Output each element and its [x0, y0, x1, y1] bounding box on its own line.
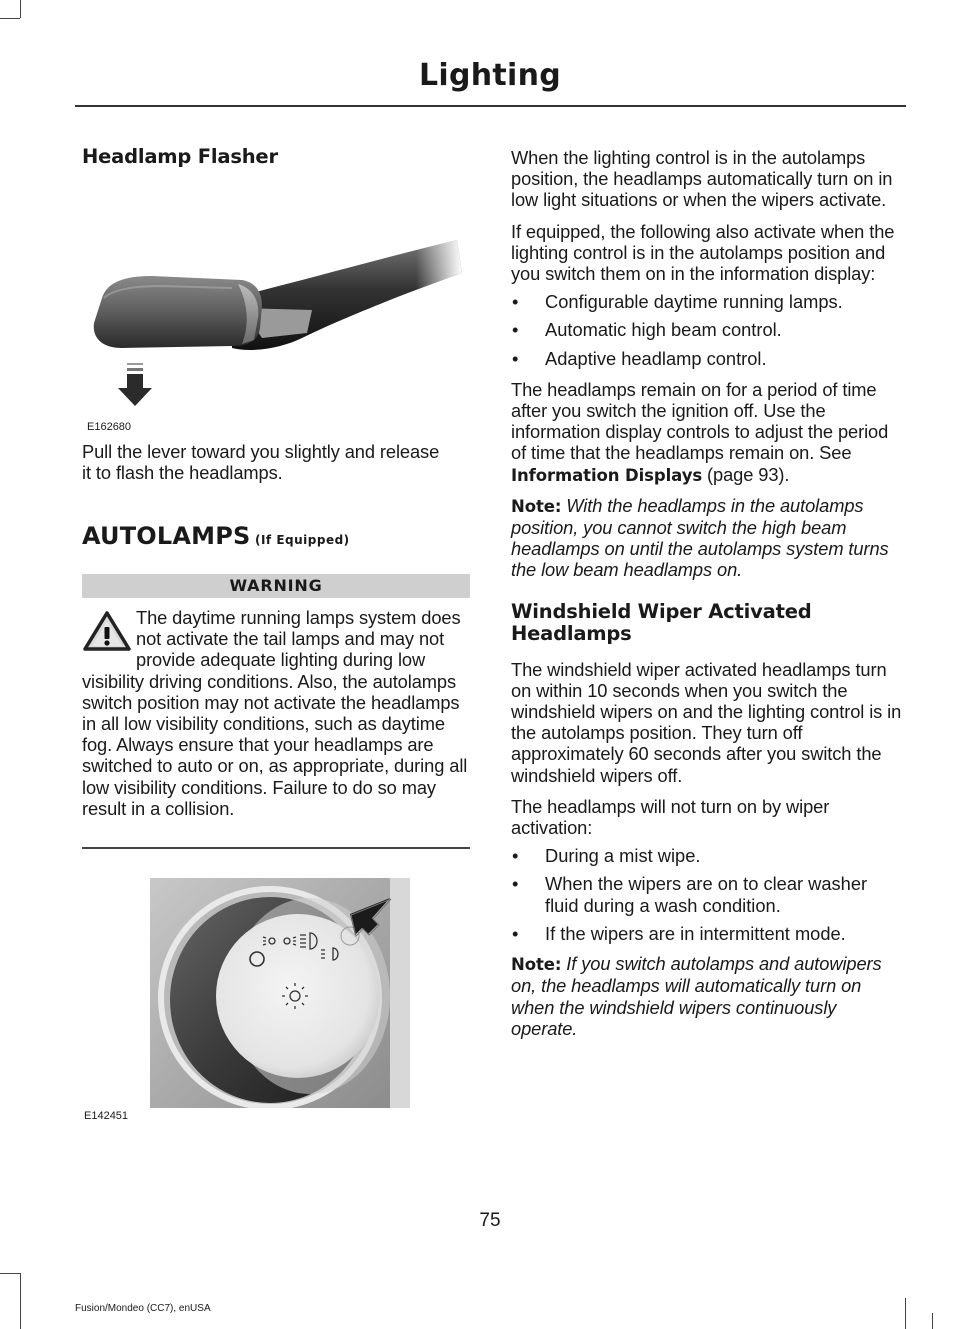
crop-mark [0, 1273, 20, 1274]
crop-mark [0, 18, 20, 19]
autolamps-paragraph-2: If equipped, the following also activate when the lighting control is in the autolamps position and you switch them on in the information display: [511, 220, 895, 285]
page-number: 75 [479, 1210, 501, 1231]
crop-mark [20, 1273, 21, 1329]
left-column [82, 146, 470, 168]
autolamps-paragraph-3: The headlamps remain on for a period of time after you switch the ignition off. Use the information display controls to adjust the period of time that the headlamps remain on. See Information Displays (page 93). [511, 378, 889, 485]
crop-mark [905, 1298, 906, 1329]
headlamp-flasher-lever-illustration [82, 228, 470, 418]
autolamps-paragraph-1: When the lighting control is in the autolamps position, the headlamps automatically turn on in low light situations or when the wipers activate. [511, 147, 893, 211]
figure-id-knob: E142451 [84, 1110, 129, 1122]
autolamps-heading-text: AUTOLAMPS [82, 522, 251, 550]
list-item: • Automatic high beam control. [512, 319, 782, 341]
list-item: • Configurable daytime running lamps. [512, 291, 843, 313]
warning-label-bar: WARNING [82, 574, 470, 598]
crop-mark [20, 0, 21, 18]
list-item: • If the wipers are in intermittent mode. [512, 922, 846, 944]
note-2: Note: If you switch autolamps and autowipers on, the headlamps will automatically turn on when the windshield wipers continuously operate. [511, 953, 882, 1039]
note-label: Note: [511, 496, 562, 516]
section-heading-wiper-activated: Windshield Wiper Activated Headlamps [511, 599, 812, 645]
wiper-paragraph-1: The windshield wiper activated headlamps turn on within 10 seconds when you switch the windshield wipers on and the lighting control is in the autolamps position. They turn off approximately 60 seconds after you switch the windshield wipers off. [511, 658, 902, 786]
information-displays-link[interactable]: Information Displays [511, 465, 703, 485]
warning-text: The daytime running lamps system does not activate the tail lamps and may not provide adequate lighting during low visibility driving conditions. Also, the autolamps switch position may not activate the headlamps in all low visibility conditions, such as daytime fog. Always ensure that your headlamps are switched to auto or on, as appropriate, during all low visibility conditions. Failure to do so may result in a collision. [82, 607, 468, 819]
footer-model-info: Fusion/Mondeo (CC7), enUSA [75, 1303, 211, 1314]
wiper-paragraph-2: The headlamps will not turn on by wiper activation: [511, 795, 830, 839]
feature-list [511, 291, 903, 369]
list-item: • During a mist wipe. [512, 845, 701, 867]
note-label: Note: [511, 955, 562, 975]
lighting-control-knob-illustration [150, 878, 442, 1108]
list-item: • Adaptive headlamp control. [512, 347, 767, 369]
section-heading-headlamp-flasher: Headlamp Flasher [82, 145, 278, 168]
warning-divider [82, 847, 470, 849]
crop-mark [932, 1313, 933, 1329]
wiper-condition-list [511, 845, 903, 944]
flasher-instruction-text: Pull the lever toward you slightly and release it to flash the headlamps. [82, 441, 440, 484]
autolamps-heading [82, 522, 470, 550]
right-column [511, 147, 903, 1039]
figure-id-flasher: E162680 [87, 421, 132, 433]
autolamps-heading-suffix: (If Equipped) [254, 533, 350, 547]
title-divider [75, 105, 906, 107]
page-title: Lighting [418, 58, 562, 93]
note-1: Note: With the headlamps in the autolamps position, you cannot switch the high beam headlamps on until the autolamps system turns the low beam headlamps on. [511, 494, 889, 581]
list-item: • When the wipers are on to clear washer fluid during a wash condition. [512, 873, 868, 916]
warning-icon-spacer [82, 607, 136, 670]
